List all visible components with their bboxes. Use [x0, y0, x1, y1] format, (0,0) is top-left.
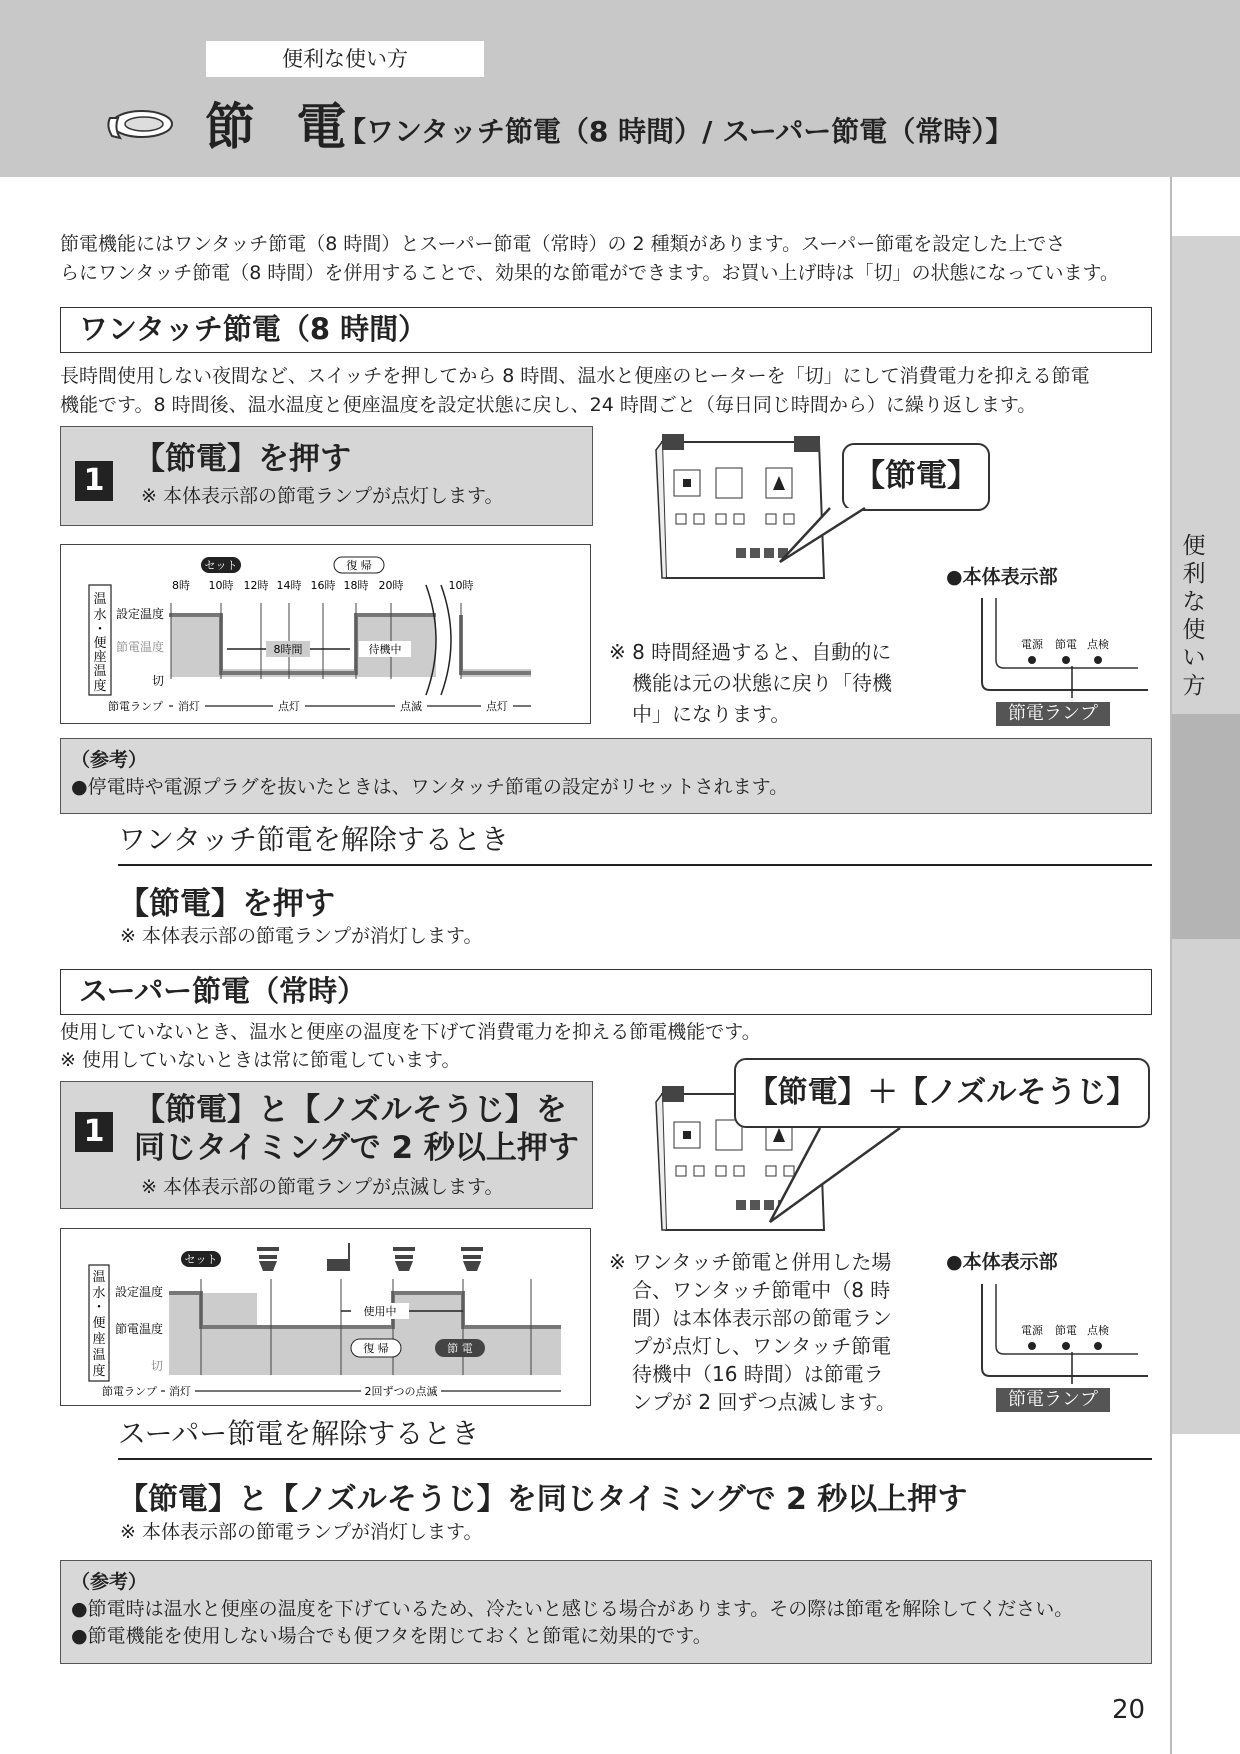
in-use-label: 使用中	[363, 1305, 397, 1318]
return-badge: 復 帰	[346, 559, 372, 572]
display-button-label: 節電	[1055, 638, 1077, 651]
level-label-save: 節電温度	[114, 1322, 163, 1336]
time-tick: 20時	[378, 579, 404, 592]
reference-item: ●節電機能を使用しない場合でも便フタを閉じておくと節電に効果的です。	[71, 1625, 712, 1647]
lamp-state: 消灯	[169, 1385, 191, 1398]
chart-ylabel: 温水・便座温度	[92, 1270, 106, 1379]
super-save-note-6: ンプが 2 回ずつ点滅します。	[632, 1390, 896, 1414]
display-button-label: 節電	[1055, 1324, 1077, 1337]
step-title-line-2: 同じタイミングで 2 秒以上押す	[134, 1130, 579, 1166]
step-box-super-save	[60, 1081, 593, 1209]
one-touch-desc-2: 機能です。8 時間後、温水温度と便座温度を設定状態に戻し、24 時間ごと（毎日同じ時間から）に繰り返します。	[60, 394, 1037, 416]
cancel-note-super-save: ※ 本体表示部の節電ランプが消灯します。	[120, 1521, 483, 1543]
one-touch-timing-chart	[60, 544, 591, 724]
button-callout-save: 【節電】	[842, 443, 990, 511]
page-subtitle: 【ワンタッチ節電（8 時間）/ スーパー節電（常時）】	[338, 115, 1014, 148]
time-tick: 8時	[172, 579, 190, 592]
display-panel-illustration	[978, 598, 1150, 698]
display-panel-label: ●本体表示部	[946, 1251, 1058, 1273]
super-save-note-5: 待機中（16 時間）は節電ラ	[632, 1362, 884, 1386]
display-panel-illustration	[978, 1284, 1150, 1384]
button-callout-save-nozzle: 【節電】＋【ノズルそうじ】	[734, 1058, 1150, 1128]
cancel-heading-one-touch: ワンタッチ節電を解除するとき	[118, 820, 1152, 866]
side-index-tab	[1172, 939, 1240, 1434]
reference-title: （参考）	[71, 1571, 148, 1593]
reference-box-super-save	[60, 1560, 1152, 1664]
super-save-desc-2: ※ 使用していないときは常に節電しています。	[60, 1049, 461, 1071]
section-heading-one-touch: ワンタッチ節電（8 時間）	[60, 307, 1152, 353]
section-tab-label: 便利な使い方	[206, 41, 484, 77]
time-tick: 18時	[343, 579, 369, 592]
level-label-save: 節電温度	[115, 640, 164, 654]
cancel-action-one-touch: 【節電】を押す	[118, 886, 335, 922]
display-button-label: 点検	[1087, 1324, 1109, 1337]
super-save-note-2: 合、ワンタッチ節電中（8 時	[632, 1278, 891, 1302]
intro-line-1: 節電機能にはワンタッチ節電（8 時間）とスーパー節電（常時）の 2 種類があります。スーパー節電を設定した上でさ	[60, 233, 1066, 255]
return-badge: 復 帰	[363, 1342, 389, 1355]
reference-box-one-touch	[60, 738, 1152, 814]
step-title-line-1: 【節電】と【ノズルそうじ】を	[134, 1092, 567, 1128]
set-badge: セット	[184, 1253, 218, 1266]
save-lamp-label: 節電ランプ	[996, 702, 1110, 726]
page-header	[0, 0, 1240, 177]
time-tick: 14時	[276, 579, 302, 592]
time-tick: 10時	[448, 579, 474, 592]
level-label-off: 切	[151, 674, 164, 688]
step-number: 1	[75, 1112, 113, 1152]
display-button-label: 電源	[1021, 638, 1043, 651]
toilet-icons	[257, 1243, 483, 1271]
duration-label: 8時間	[273, 643, 303, 656]
one-touch-note-2: 機能は元の状態に戻り「待機	[632, 671, 892, 695]
step-note: ※ 本体表示部の節電ランプが点滅します。	[141, 1176, 504, 1198]
callout-pointer	[760, 500, 890, 570]
time-tick: 10時	[208, 579, 234, 592]
step-note: ※ 本体表示部の節電ランプが点灯します。	[141, 485, 504, 507]
chart-ylabel: 温水・便座温度	[93, 592, 107, 694]
save-lamp-label: 節電ランプ	[996, 1388, 1110, 1412]
super-save-note-1: ※ ワンタッチ節電と併用した場	[609, 1250, 892, 1274]
step-box-one-touch	[60, 426, 593, 526]
callout-pointer	[760, 1122, 920, 1232]
level-label-set: 設定温度	[114, 1285, 163, 1299]
intro-line-2: らにワンタッチ節電（8 時間）を併用することで、効果的な節電ができます。お買い上げ時は「切」の状態になっています。	[60, 262, 1119, 284]
page-title: 節 電	[205, 98, 359, 156]
level-label-off: 切	[150, 1359, 163, 1373]
display-panel-label: ●本体表示部	[946, 566, 1058, 588]
lamp-row-label: 節電ランプ	[102, 1385, 157, 1398]
one-touch-note-1: ※ 8 時間経過すると、自動的に	[609, 640, 892, 664]
lamp-state: 点滅	[400, 700, 422, 713]
page-number: 20	[1112, 1695, 1146, 1725]
cancel-heading-super-save: スーパー節電を解除するとき	[118, 1414, 1152, 1460]
cancel-note-one-touch: ※ 本体表示部の節電ランプが消灯します。	[120, 925, 483, 947]
super-save-note-3: 間）は本体表示部の節電ラン	[632, 1306, 892, 1330]
reference-title: （参考）	[71, 749, 148, 771]
one-touch-desc-1: 長時間使用しない夜間など、スイッチを押してから 8 時間、温水と便座のヒーターを「切」にして消費電力を抑える節電	[60, 365, 1090, 387]
lamp-row-label: 節電ランプ	[108, 700, 163, 713]
lamp-state: 点灯	[486, 700, 508, 713]
level-label-set: 設定温度	[115, 607, 164, 621]
step-number: 1	[75, 461, 113, 501]
reference-item: ●停電時や電源プラグを抜いたときは、ワンタッチ節電の設定がリセットされます。	[71, 776, 789, 798]
super-save-desc-1: 使用していないとき、温水と便座の温度を下げて消費電力を抑える節電機能です。	[60, 1021, 761, 1043]
standby-label: 待機中	[368, 643, 402, 656]
set-badge: セット	[204, 559, 238, 572]
super-save-timing-chart	[60, 1228, 591, 1406]
cancel-action-super-save: 【節電】と【ノズルそうじ】を同じタイミングで 2 秒以上押す	[118, 1482, 968, 1517]
reference-item: ●節電時は温水と便座の温度を下げているため、冷たいと感じる場合があります。その際は節電を解除してください。	[71, 1598, 1074, 1620]
side-index-tab-active	[1172, 714, 1240, 939]
time-tick: 16時	[310, 579, 336, 592]
save-badge: 節 電	[447, 1342, 473, 1355]
lamp-state: 点灯	[278, 700, 300, 713]
side-index-label: 便利な使い方	[1182, 533, 1206, 699]
display-button-label: 電源	[1021, 1324, 1043, 1337]
lamp-state: 2回ずつの点滅	[364, 1385, 438, 1398]
super-save-note-4: プが点灯し、ワンタッチ節電	[632, 1334, 892, 1358]
step-title: 【節電】を押す	[134, 441, 351, 477]
one-touch-note-3: 中」になります。	[632, 702, 791, 726]
lamp-state: 消灯	[178, 700, 200, 713]
time-tick: 12時	[243, 579, 269, 592]
toilet-seat-icon	[104, 104, 176, 148]
section-heading-super-save: スーパー節電（常時）	[60, 969, 1152, 1015]
display-button-label: 点検	[1087, 638, 1109, 651]
